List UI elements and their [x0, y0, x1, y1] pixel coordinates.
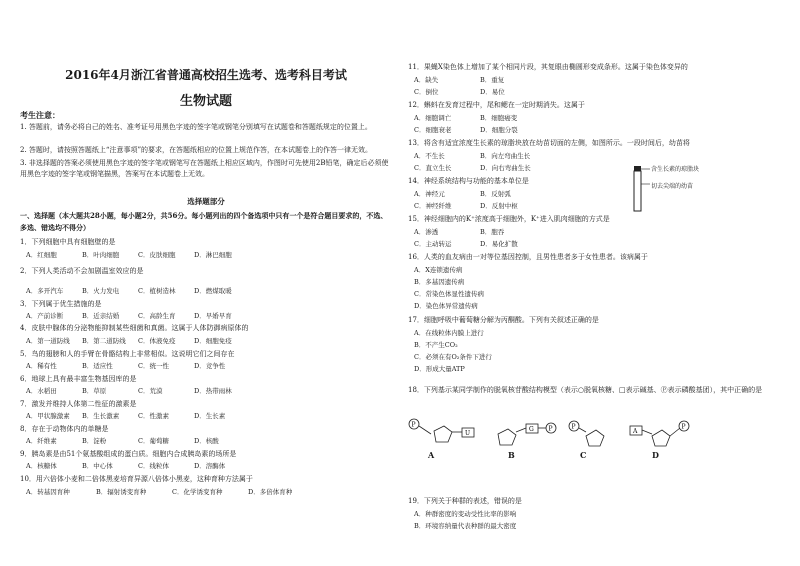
question-stem: 12．蝌蚪在发育过程中，尾和鳃在一定时期消失。这属于 [408, 101, 585, 109]
svg-text:P: P [571, 423, 576, 431]
option: C．直立生长 [414, 164, 452, 172]
pentagon-sugar [586, 430, 604, 446]
svg-text:U: U [465, 430, 471, 437]
question-stem: 9．胰岛素是由51个氨基酸组成的蛋白质。细胞内合成胰岛素的场所是 [20, 450, 237, 458]
option-row: A．红细胞 B．叶肉细胞 C．皮肤细胞 D．淋巴细胞 [26, 251, 232, 259]
pentagon-sugar [434, 426, 452, 442]
model-label-c: C [580, 450, 587, 460]
svg-text:A: A [633, 428, 638, 435]
option: A．神经元 [414, 190, 445, 198]
option-row: A．多开汽车 B．火力发电 C．植树造林 D．燃煤取暖 [26, 287, 232, 295]
option: C．细胞衰老 [414, 126, 452, 134]
model-a [409, 419, 474, 442]
option: A．种群密度的变动受性比率的影响 [414, 510, 517, 518]
pentagon-sugar [498, 429, 516, 445]
option: D．易化扩散 [480, 240, 518, 248]
option: A．X连锁遗传病 [414, 266, 463, 274]
option: D．向右弯曲生长 [480, 164, 531, 172]
seedling-stem [634, 171, 641, 211]
option-row: A．水稻田 B．草原 C．荒漠 D．热带雨林 [26, 387, 232, 395]
nucleotide-models [406, 414, 790, 464]
option-row: A．纤维素 B．淀粉 C．葡萄糖 D．核酸 [26, 437, 219, 445]
svg-text:G: G [529, 426, 534, 433]
option: C．神经纤维 [414, 202, 452, 210]
option: B．细胞癌变 [480, 114, 518, 122]
subject-title: 生物试题 [179, 94, 232, 109]
question-stem: 17．细胞呼吸中葡萄糖分解为丙酮酸。下列有关叙述正确的是 [408, 316, 599, 324]
question-stem: 10．用六倍体小麦和二倍体黑麦培育异源八倍体小黑麦，这种育种方法属于 [20, 475, 253, 483]
option-row: A．稀有性 B．适应性 C．统一性 D．竞争性 [26, 362, 226, 370]
option: B．向左弯曲生长 [480, 152, 531, 160]
notes-heading: 考生注意： [20, 110, 60, 120]
seedling-diagram [624, 164, 704, 214]
option: C．主动转运 [414, 240, 452, 248]
model-c [569, 421, 604, 446]
option-row: A．产前诊断 B．近亲结婚 C．高龄生育 D．早婚早育 [26, 312, 232, 320]
model-label-d: D [652, 450, 659, 460]
option-row: A．甲状腺激素 B．生长激素 C．性激素 D．生长素 [26, 412, 226, 420]
seedling-label: 切去尖端的幼苗 [651, 183, 694, 190]
agar-label: 含生长素的琼脂块 [651, 166, 700, 173]
option: D．易位 [480, 88, 505, 96]
option: D．形成大量ATP [414, 365, 465, 373]
option: C．必须在有O₂条件下进行 [414, 353, 492, 361]
section-title: 选择题部分 [187, 197, 225, 206]
svg-text:P: P [681, 423, 686, 431]
question-stem: 11．果蝇X染色体上增加了某个相同片段，其复眼由椭圆形变成条形。这属于染色体变异的 [408, 63, 688, 71]
agar-block [634, 166, 641, 171]
option: A．在线粒体内膜上进行 [414, 329, 484, 337]
option: B．多基因遗传病 [414, 278, 465, 286]
question-stem: 5．鸟的翅膀和人的手臂在骨骼结构上非常相似。这说明它们之间存在 [20, 350, 235, 358]
question-stem: 13．将含有适宜浓度生长素的琼脂块放在幼苗切面的左侧，如图所示。一段时间后，幼苗将 [408, 139, 690, 147]
option: A．渗透 [414, 228, 439, 236]
question-stem: 3．下列属于优生措施的是 [20, 300, 102, 308]
question-stem: 4．皮肤中腺体的分泌物能抑制某些细菌和真菌。这属于人体防御病原体的 [20, 324, 249, 332]
question-stem: 18．下列基示某同学制作的脱氧核苷酸结构模型（表示○脱氧核糖、□表示碱基、Ⓟ表示磷酸基团），其中正确的是 [408, 386, 763, 394]
option: A．缺失 [414, 76, 439, 84]
svg-text:P: P [411, 421, 416, 429]
model-d [630, 421, 689, 446]
question-stem: 7．激发并维持人体第二性征的激素是 [20, 400, 137, 408]
option: D．染色体异常遗传病 [414, 302, 478, 310]
svg-text:P: P [548, 425, 553, 433]
option: D．反射中枢 [480, 202, 518, 210]
question-stem: 16．人类的血友病由一对等位基因控制，且男性患者多于女性患者。该病属于 [408, 253, 648, 261]
question-stem: 8．存在于动物体内的单糖是 [20, 425, 109, 433]
note-2: 2. 答题时，请按照答题纸上“注意事项”的要求，在答题纸相应的位置上规范作答，在本试题卷上的作答一律无效。 [20, 146, 373, 154]
question-stem: 2．下列人类活动不会加剧温室效应的是 [20, 267, 144, 275]
note-3: 3. 非选择题的答案必须使用黑色字迹的签字笔或钢笔写在答题纸上相应区域内，作图时可先使用2B铅笔，确定后必须使用黑色字迹的签字笔或钢笔描黑，答案写在本试题卷上无效。 [20, 159, 389, 178]
option-row: A．核糖体 B．中心体 C．线粒体 D．溶酶体 [26, 462, 226, 470]
note-1: 1. 答题前，请务必将自己的姓名、准考证号用黑色字迹的签字笔或钢笔分别填写在试题卷和答题纸规定的位置上。 [20, 123, 372, 131]
question-stem: 1．下列细胞中具有细胞壁的是 [20, 238, 116, 246]
option: B．胞吞 [480, 228, 505, 236]
model-label-a: A [428, 450, 435, 460]
exam-title: 2016年4月浙江省普通高校招生选考、选考科目考试 [65, 68, 347, 82]
section-intro: 一、选择题（本大题共28小题，每小题2分，共56分。每小题列出的四个备选项中只有一个是符合题目要求的，不选、多选、错选均不得分） [20, 211, 388, 232]
question-stem: 19．下列关于种群的表述，错误的是 [408, 497, 522, 505]
option: B．不产生CO₂ [414, 341, 458, 349]
question-stem: 15．神经细胞内的K⁺浓度高于细胞外，K⁺进入肌肉细胞的方式是 [408, 215, 610, 223]
option: B．反射弧 [480, 190, 511, 198]
pentagon-sugar [652, 430, 670, 446]
model-label-b: B [508, 450, 515, 460]
option: C．倒位 [414, 88, 439, 96]
option: B．重复 [480, 76, 505, 84]
option: A．不生长 [414, 152, 445, 160]
model-b [498, 423, 556, 445]
option: C．常染色体显性遗传病 [414, 290, 484, 298]
question-stem: 6．地球上具有最丰富生物基因库的是 [20, 375, 137, 383]
option: A．细胞调亡 [414, 114, 452, 122]
option-row: A．转基因育种 B．辐射诱变育种 C．化学诱变育种 D．多倍体育种 [26, 488, 293, 496]
question-stem: 14．神经系统结构与功能的基本单位是 [408, 177, 529, 185]
option: B．环境容纳量代表种群的最大密度 [414, 522, 517, 530]
option: D．细胞分裂 [480, 126, 518, 134]
option-row: A．第一道防线 B．第二道防线 C．体液免疫 D．细胞免疫 [26, 337, 232, 345]
